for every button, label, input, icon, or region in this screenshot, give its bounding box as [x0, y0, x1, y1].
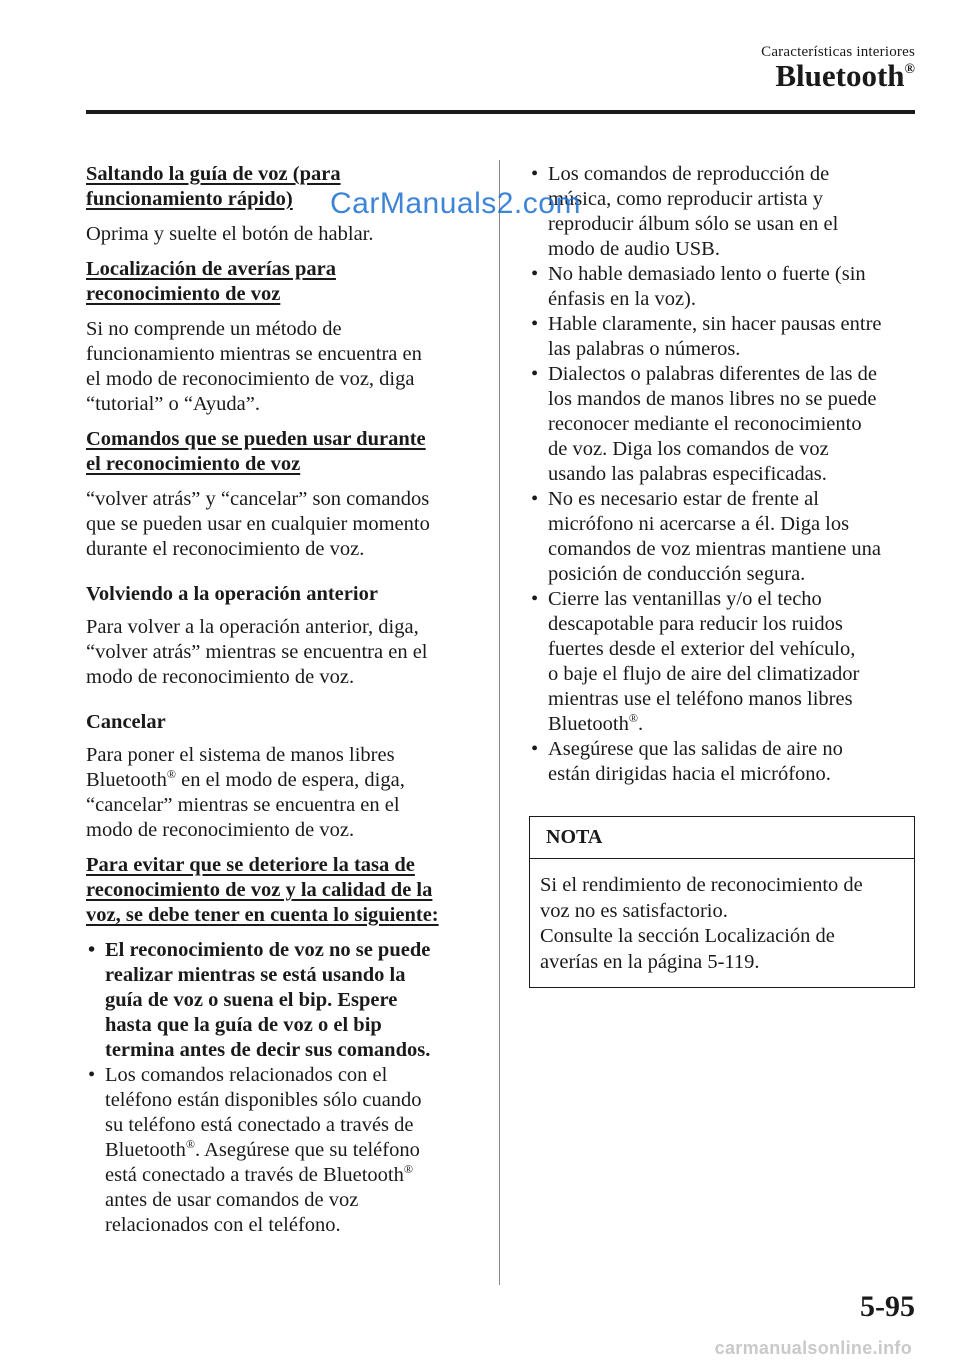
bullet-list-left: [86, 938, 476, 1238]
chapter-title: Bluetooth®: [775, 58, 915, 93]
list-item: • Asegúrese que las salidas de aire no están dirigidas hacia el micrófono.: [531, 738, 843, 785]
paragraph-troubleshooting: Si no comprende un método de funcionamiento mientras se encuentra en el modo de reconocimiento de voz, diga “tutorial” o “Ayuda”.: [86, 318, 422, 415]
paragraph-cancel: Para poner el sistema de manos libres Bluetooth® en el modo de espera, diga, “cancelar” mientras se encuentra en el modo de reconocimiento de voz.: [86, 744, 405, 841]
left-column: [86, 162, 476, 1238]
heading-commands: Comandos que se pueden usar durante el reconocimiento de voz: [86, 428, 426, 475]
list-item: • No es necesario estar de frente al micrófono ni acercarse a él. Diga los comandos de voz mientras mantiene una posición de conducción segura.: [531, 488, 882, 585]
list-item: • Cierre las ventanillas y/o el techo descapotable para reducir los ruidos fuertes desde el exterior del vehículo, o baje el flujo de aire del climatizador mientras use el teléfono manos libres Bluetooth®.: [531, 588, 860, 735]
note-body: Si el rendimiento de reconocimiento de voz no es satisfactorio. Consulte la sección Localización de averías en la página 5-119.: [540, 874, 863, 973]
heading-go-back: Volviendo a la operación anterior: [86, 583, 378, 605]
list-item: • Los comandos relacionados con el teléfono están disponibles sólo cuando su teléfono está conectado a través de Bluetooth®. Asegúrese que su teléfono está conectado a través de Bluetooth® antes de usar comandos de voz relacionados con el teléfono.: [88, 1064, 422, 1236]
watermark-carmanualsonline[interactable]: carmanualsonline.info: [714, 1338, 912, 1358]
list-item: • El reconocimiento de voz no se puede realizar mientras se está usando la guía de voz o suena el bip. Espere hasta que la guía de voz o el bip termina antes de decir sus comandos.: [88, 939, 431, 1061]
list-item: • No hable demasiado lento o fuerte (sin énfasis en la voz).: [531, 263, 866, 310]
heading-skip-voice-guide: Saltando la guía de voz (para funcionamiento rápido): [86, 163, 341, 210]
note-box: [529, 816, 915, 988]
paragraph-commands: “volver atrás” y “cancelar” son comandos que se pueden usar en cualquier momento durante el reconocimiento de voz.: [86, 488, 430, 560]
page-number: 5-95: [860, 1290, 915, 1323]
section-title: Características interiores: [761, 44, 915, 60]
paragraph-go-back: Para volver a la operación anterior, diga, “volver atrás” mientras se encuentra en el modo de reconocimiento de voz.: [86, 616, 428, 688]
column-divider: [499, 160, 500, 1285]
heading-cancel: Cancelar: [86, 711, 166, 733]
list-item: • Dialectos o palabras diferentes de las de los mandos de manos libres no se puede reconocer mediante el reconocimiento de voz. Diga los comandos de voz usando las palabras especificadas.: [531, 363, 878, 485]
list-item: • Hable claramente, sin hacer pausas entre las palabras o números.: [531, 313, 882, 360]
bullet-list-right: [529, 162, 919, 787]
registered-mark: ®: [904, 62, 915, 77]
list-item: • Los comandos de reproducción de música, como reproducir artista y reproducir álbum sólo se usan en el modo de audio USB.: [531, 163, 839, 260]
watermark-carmanuals2[interactable]: CarManuals2.com: [330, 187, 581, 220]
heading-avoid-deterioration: Para evitar que se deteriore la tasa de reconocimiento de voz y la calidad de la voz, se debe tener en cuenta lo siguiente:: [86, 854, 439, 926]
header-rule: [86, 110, 915, 114]
paragraph-skip-voice-guide: Oprima y suelte el botón de hablar.: [86, 223, 374, 245]
note-title: NOTA: [530, 817, 914, 859]
right-column: [529, 162, 919, 787]
heading-troubleshooting: Localización de averías para reconocimiento de voz: [86, 258, 336, 305]
